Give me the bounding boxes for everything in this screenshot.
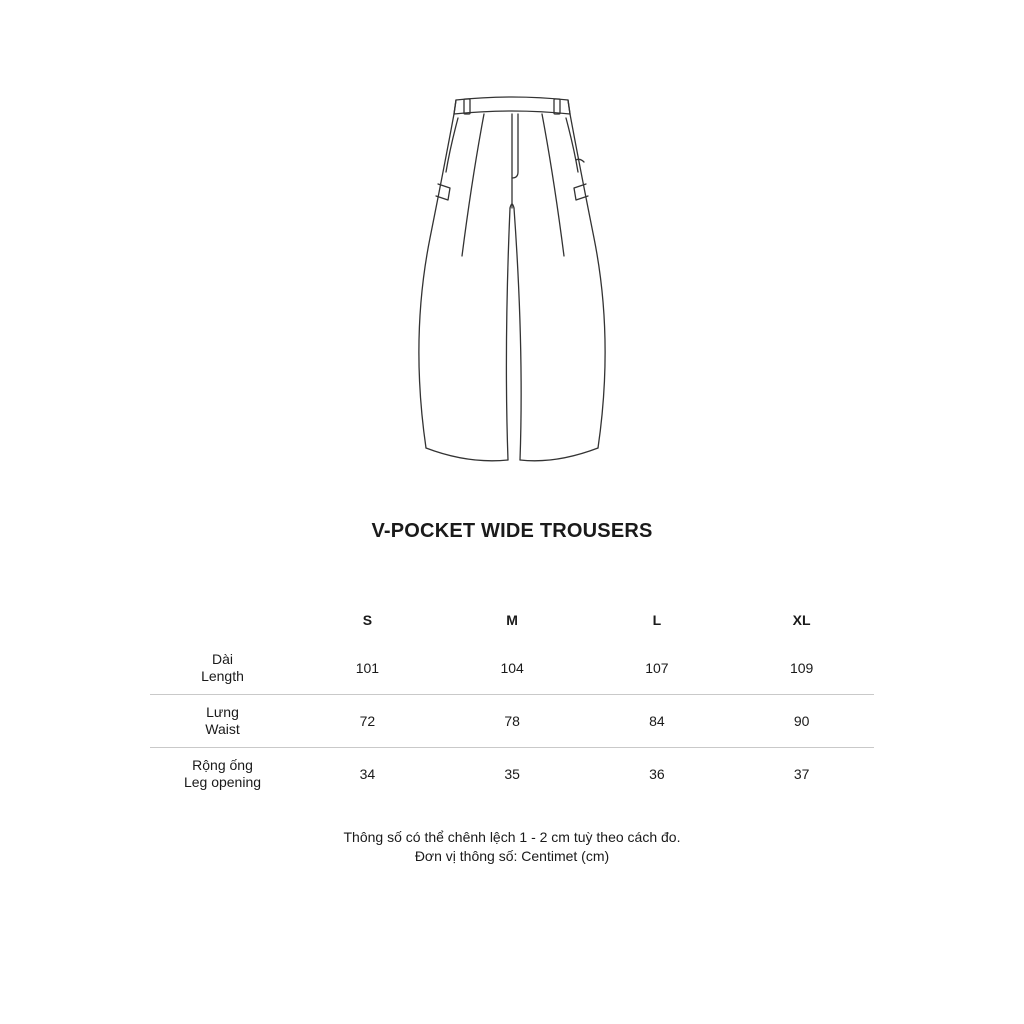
row-label-vi: Rộng ống [192, 757, 253, 773]
table-cell: 104 [500, 660, 524, 676]
row-label-en: Waist [205, 721, 240, 737]
header-empty-cell [150, 598, 295, 642]
table-cell: 37 [729, 748, 874, 801]
size-column-m: M [506, 612, 518, 628]
table-cell: 72 [295, 695, 440, 748]
table-cell: 109 [789, 660, 814, 676]
measurement-unit-note: Đơn vị thông số: Centimet (cm) [414, 848, 610, 864]
table-cell: 84 [585, 695, 730, 748]
table-row-length [150, 642, 874, 695]
size-column-l: L [652, 612, 662, 628]
size-column-s: S [362, 612, 373, 628]
product-title: V-POCKET WIDE TROUSERS [371, 520, 653, 542]
trousers-illustration [400, 88, 624, 470]
size-header-row [150, 598, 874, 642]
table-row-waist [150, 695, 874, 748]
table-cell: 78 [440, 695, 585, 748]
row-label-waist [150, 695, 295, 748]
measurement-notes [0, 828, 1024, 866]
size-column-xl: XL [792, 612, 811, 628]
row-label-en: Length [201, 668, 244, 684]
table-row-leg-opening [150, 748, 874, 801]
row-label-length [150, 642, 295, 695]
table-cell: 107 [645, 660, 669, 676]
row-label-vi: Dài [211, 651, 233, 667]
table-cell: 101 [355, 660, 380, 676]
row-label-vi: Lưng [206, 704, 239, 720]
table-cell: 90 [729, 695, 874, 748]
table-cell: 35 [440, 748, 585, 801]
row-label-leg-opening [150, 748, 295, 801]
table-cell: 36 [585, 748, 730, 801]
measurement-tolerance-note: Thông số có thể chênh lệch 1 - 2 cm tuỳ theo cách đo. [343, 829, 681, 845]
table-cell: 34 [295, 748, 440, 801]
size-chart-table [150, 598, 874, 800]
row-label-en: Leg opening [183, 774, 262, 790]
